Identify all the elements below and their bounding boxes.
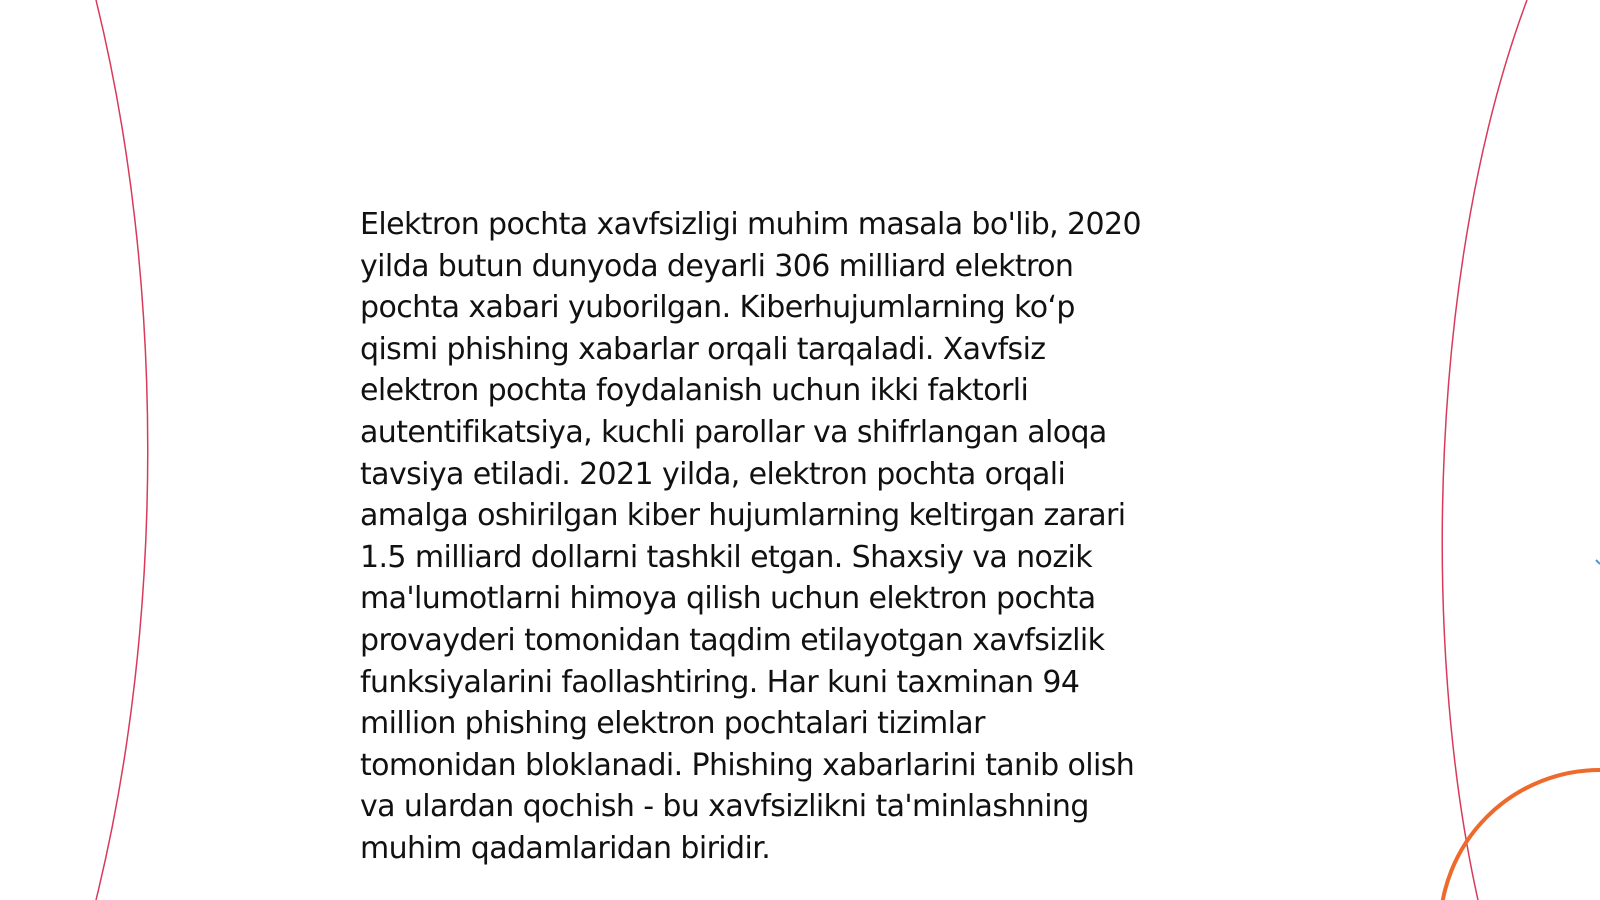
text-line: ma'lumotlarni himoya qilish uchun elektron pochta: [360, 581, 1096, 617]
right-arc-line: [1442, 0, 1527, 900]
text-line: autentifikatsiya, kuchli parollar va shifrlangan aloqa: [360, 414, 1107, 450]
text-line: funksiyalarini faollashtiring. Har kuni taxminan 94: [360, 664, 1080, 700]
text-line: amalga oshirilgan kiber hujumlarning keltirgan zarari: [360, 498, 1126, 534]
text-line: million phishing elektron pochtalari tizimlar: [360, 706, 985, 742]
text-line: provayderi tomonidan taqdim etilayotgan xavfsizlik: [360, 622, 1105, 658]
text-line: yilda butun dunyoda deyarli 306 milliard elektron: [360, 248, 1074, 284]
left-arc-line: [96, 0, 148, 900]
text-line: qismi phishing xabarlar orqali tarqaladi. Xavfsiz: [360, 331, 1046, 367]
body-paragraph: [360, 204, 1260, 870]
corner-circle: [1440, 770, 1600, 900]
text-line: elektron pochta foydalanish uchun ikki faktorli: [360, 373, 1029, 409]
text-line: muhim qadamlaridan biridir.: [360, 830, 771, 866]
text-line: va ulardan qochish - bu xavfsizlikni ta'minlashning: [360, 789, 1089, 825]
text-line: Elektron pochta xavfsizligi muhim masala bo'lib, 2020: [360, 207, 1141, 242]
text-line: 1.5 milliard dollarni tashkil etgan. Shaxsiy va nozik: [360, 539, 1092, 575]
accent-mark: [1596, 560, 1600, 564]
text-line: pochta xabari yuborilgan. Kiberhujumlarning koʻp: [360, 290, 1075, 326]
text-line: tavsiya etiladi. 2021 yilda, elektron pochta orqali: [360, 456, 1066, 492]
text-line: tomonidan bloklanadi. Phishing xabarlarini tanib olish: [360, 747, 1135, 783]
